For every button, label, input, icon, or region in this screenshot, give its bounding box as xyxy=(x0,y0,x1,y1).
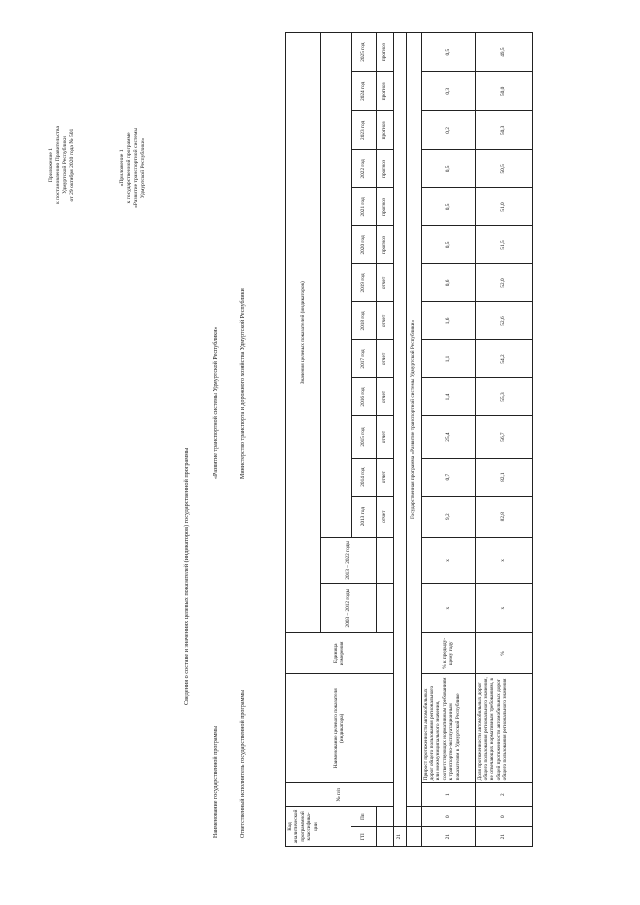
cell-value: 56,7 xyxy=(475,416,532,458)
executor-label: Ответственный исполнитель государственной программы xyxy=(240,689,246,838)
cell-unit: % xyxy=(475,633,532,674)
annex-top xyxy=(48,126,76,204)
cell-value: 0,7 xyxy=(421,458,475,496)
kind-header: отчет xyxy=(376,340,393,378)
cell-value: 82,8 xyxy=(475,496,532,537)
cell-value: 0,5 xyxy=(421,188,475,226)
year-header: 2017 год xyxy=(351,340,376,378)
year-header: 2018 год xyxy=(351,302,376,340)
year-header: 2021 год xyxy=(351,188,376,226)
cell-p2: x xyxy=(421,537,475,583)
cell-num: 2 xyxy=(475,783,532,807)
cell-gp: 21 xyxy=(475,827,532,847)
code-cell: 21 xyxy=(393,827,406,847)
kind-header: отчет xyxy=(376,378,393,416)
cell-unit: % к предыду-щему году xyxy=(421,633,475,674)
annex-top-line: Приложение 1 xyxy=(48,147,54,183)
unit-header: Единица измерения xyxy=(286,633,394,674)
year-header: 2019 год xyxy=(351,264,376,302)
kind-header: прогноз xyxy=(376,33,393,72)
program-row: Государственная программа «Развитие транспортной системы Удмуртской Республики» xyxy=(406,33,421,807)
cell-name: Прирост протяженности автомобильных дорог общего пользования регионального или межмуниципального значения, соответствующих нормативным требованиям к транспортно-эксплуатационным показателям в Удмуртской Республике xyxy=(421,674,475,783)
pp-header: Пп xyxy=(351,806,376,827)
cell-value: 50,5 xyxy=(475,150,532,188)
table-row xyxy=(475,33,532,847)
document-title: Сведения о составе и значениях целевых показателей (индикаторов) государственной программы xyxy=(183,447,190,705)
cell-value: 1,1 xyxy=(421,340,475,378)
cell-value: 0,6 xyxy=(421,264,475,302)
year-header: 2014 год xyxy=(351,458,376,496)
kind-header: отчет xyxy=(376,496,393,537)
kind-header: отчет xyxy=(376,458,393,496)
cell-value: 25,4 xyxy=(421,416,475,458)
cell-value: 51,0 xyxy=(475,188,532,226)
period-2003-2012: 2003 – 2012 годы xyxy=(320,583,376,632)
kind-header: прогноз xyxy=(376,111,393,150)
table-row xyxy=(421,33,475,847)
annex-inner-line: к государственной программе xyxy=(126,132,132,204)
cell-value: 1,4 xyxy=(421,378,475,416)
annex-top-line: от 29 октября 2020 года № 501 xyxy=(69,128,75,202)
annex-top-line: Удмуртской Республики xyxy=(62,136,68,194)
cell-value: 50,3 xyxy=(475,111,532,150)
values-header: Значения целевых показателей (индикаторов) xyxy=(286,33,321,633)
cell-value: 51,5 xyxy=(475,226,532,264)
kind-header: отчет xyxy=(376,264,393,302)
cell-value: 55,3 xyxy=(475,378,532,416)
cell-gp: 21 xyxy=(421,827,475,847)
name-header: Наименование целевого показателя (индикатора) xyxy=(286,674,394,783)
cell-value: 1,6 xyxy=(421,302,475,340)
annex-inner xyxy=(119,128,147,208)
year-header: 2015 год xyxy=(351,416,376,458)
annex-top-line: к постановлению Правительства xyxy=(55,126,61,204)
cell-pp: 0 xyxy=(475,806,532,827)
cell-pp: 0 xyxy=(421,806,475,827)
cell-value: 0,3 xyxy=(421,72,475,111)
year-header: 2013 год xyxy=(351,496,376,537)
year-header: 2020 год xyxy=(351,226,376,264)
annex-inner-line: Удмуртской Республики» xyxy=(140,137,146,199)
annex-inner-line: «Развитие транспортной системы xyxy=(133,127,139,208)
cell-value: 0,5 xyxy=(421,226,475,264)
year-header: 2025 год xyxy=(351,33,376,72)
num-header: № п/п xyxy=(286,783,394,807)
cell-value: 82,1 xyxy=(475,458,532,496)
kind-header: прогноз xyxy=(376,72,393,111)
program-value: «Развитие транспортной системы Удмуртской Республики» xyxy=(213,326,219,479)
cell-value: 0,5 xyxy=(421,33,475,72)
cell-value: 9,2 xyxy=(421,496,475,537)
annex-inner-line: «Приложение 1 xyxy=(119,149,125,187)
kind-header: прогноз xyxy=(376,226,393,264)
cell-value: 49,5 xyxy=(475,33,532,72)
cell-value: 52,6 xyxy=(475,302,532,340)
year-header: 2023 год xyxy=(351,111,376,150)
kind-header: прогноз xyxy=(376,188,393,226)
year-header: 2022 год xyxy=(351,150,376,188)
cell-num: 1 xyxy=(421,783,475,807)
cell-name: Доля протяженности автомобильных дорог общего пользования регионального значения, не отвечающих нормативным требованиям, в общей протяженности автомобильных дорог общего пользования регионального значения xyxy=(475,674,532,783)
executor-value: Министерство транспорта и дорожного хозяйства Удмуртской Республики xyxy=(240,288,246,479)
period-2013-2022: 2013 – 2022 годы xyxy=(320,537,376,583)
cell-value: 0,5 xyxy=(421,150,475,188)
kind-header: отчет xyxy=(376,302,393,340)
cell-value: 0,2 xyxy=(421,111,475,150)
cell-p1: x xyxy=(421,583,475,632)
cell-p1: x xyxy=(475,583,532,632)
kind-header: отчет xyxy=(376,416,393,458)
cell-value: 54,2 xyxy=(475,340,532,378)
gp-header: ГП xyxy=(351,827,376,847)
program-label: Наименование государственной программы xyxy=(213,725,219,838)
cell-value: 52,0 xyxy=(475,264,532,302)
year-header: 2016 год xyxy=(351,378,376,416)
indicators-table xyxy=(285,32,533,847)
code-header: Код аналитической программной классифика-ции xyxy=(286,806,321,846)
cell-value: 50,0 xyxy=(475,72,532,111)
year-header: 2024 год xyxy=(351,72,376,111)
kind-header: прогноз xyxy=(376,150,393,188)
cell-p2: x xyxy=(475,537,532,583)
